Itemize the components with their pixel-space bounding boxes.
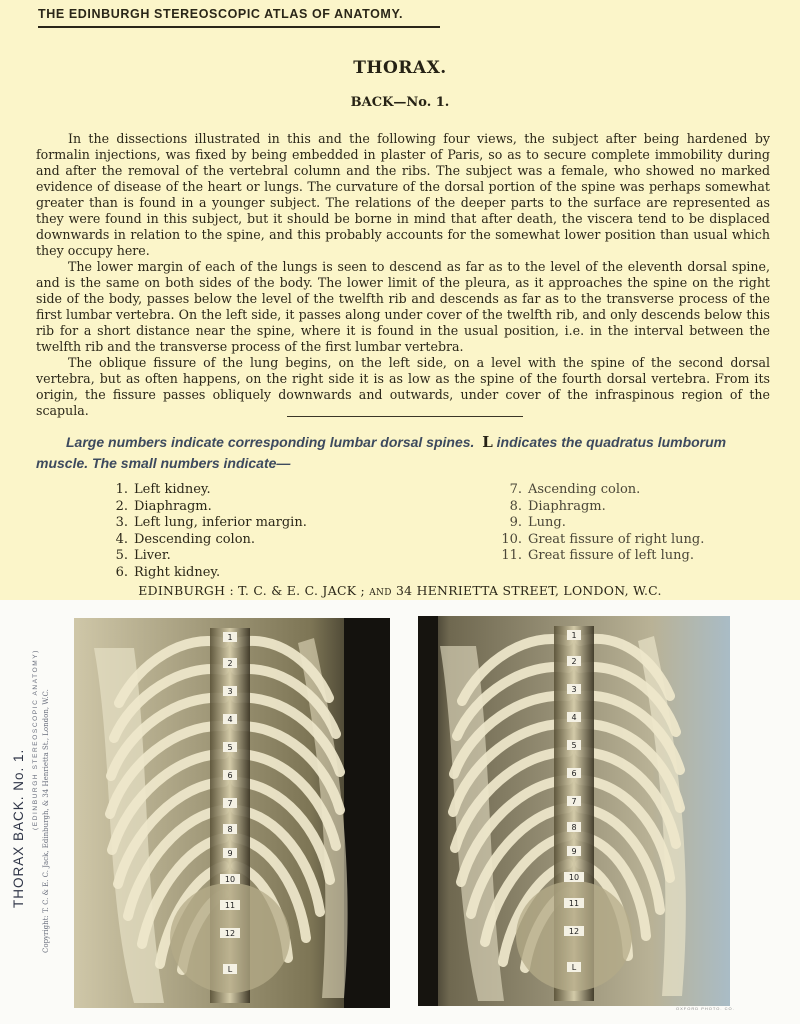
imprint-and: AND bbox=[369, 588, 392, 598]
publisher-imprint bbox=[0, 583, 800, 598]
vertebra-marker: 5 bbox=[571, 741, 577, 750]
list-item-text: Right kidney. bbox=[134, 564, 221, 580]
list-item-text: Diaphragm. bbox=[134, 498, 212, 514]
list-item-number: 6. bbox=[115, 564, 128, 580]
list-item-text: Ascending colon. bbox=[528, 482, 641, 497]
list-item bbox=[498, 532, 704, 549]
list-item-number: 10. bbox=[501, 531, 522, 547]
list-item-number: 2. bbox=[115, 498, 128, 514]
list-item-text: Liver. bbox=[134, 548, 171, 564]
list-item-text: Great fissure of right lung. bbox=[528, 531, 705, 547]
list-item-number: 9. bbox=[509, 515, 522, 531]
vertebra-marker: 7 bbox=[571, 797, 577, 806]
list-item bbox=[110, 548, 307, 565]
list-item-text: Left lung, inferior margin. bbox=[134, 515, 307, 531]
list-item bbox=[110, 482, 307, 499]
vertebra-marker: L bbox=[571, 963, 577, 972]
vertebra-marker: 9 bbox=[227, 849, 233, 858]
vertebra-marker: 12 bbox=[568, 927, 580, 936]
vertebra-marker: 6 bbox=[227, 771, 233, 780]
paragraph-3: The oblique fissure of the lung begins, on the left side, on a level with the spine of the second dorsal vertebra, but as often happens, on the right side it is as low as the spine of the fourth dorsal vertebra. From its origin, the fissure passes obliquely downwards and outwards, under cover of the infraspinous region of the scapula. bbox=[36, 355, 770, 418]
running-head: THE EDINBURGH STEREOSCOPIC ATLAS OF ANATOMY. bbox=[38, 7, 404, 21]
vertebra-marker: 3 bbox=[227, 687, 233, 696]
section-divider bbox=[287, 416, 523, 417]
vertebra-marker: L bbox=[227, 965, 233, 974]
list-item-number: 8. bbox=[509, 498, 522, 514]
vertebra-marker: 3 bbox=[571, 685, 577, 694]
list-item-number: 1. bbox=[115, 482, 128, 497]
list-item-number: 3. bbox=[115, 515, 128, 531]
label-list-right bbox=[498, 482, 704, 565]
list-item bbox=[110, 532, 307, 549]
vertebra-marker: 11 bbox=[568, 899, 580, 908]
photo-shadow bbox=[344, 618, 390, 1008]
list-item-text: Descending colon. bbox=[134, 531, 256, 547]
vertebra-marker: 2 bbox=[227, 659, 233, 668]
legend-intro-a: Large numbers indicate corresponding lumbar dorsal spines. bbox=[66, 434, 475, 450]
list-item bbox=[498, 482, 704, 499]
imprint-address: 34 HENRIETTA STREET, LONDON, W.C. bbox=[396, 583, 662, 598]
list-item-number: 11. bbox=[501, 548, 522, 564]
vertebra-marker: 11 bbox=[224, 901, 236, 910]
page-title: THORAX. bbox=[353, 58, 447, 78]
vertebra-marker: 5 bbox=[227, 743, 233, 752]
vertebra-marker: 10 bbox=[568, 873, 580, 882]
vertebra-marker: 8 bbox=[227, 825, 233, 834]
body-text bbox=[36, 131, 770, 419]
list-item-text: Diaphragm. bbox=[528, 498, 606, 514]
vertebra-marker: 2 bbox=[571, 657, 577, 666]
list-item bbox=[498, 515, 704, 532]
photo-credit: OXFORD PHOTO. CO. bbox=[676, 1006, 735, 1011]
list-item bbox=[110, 565, 307, 582]
card-side-subtitle: (EDINBURGH STEREOSCOPIC ANATOMY) bbox=[32, 649, 39, 830]
legend-intro bbox=[36, 432, 776, 474]
vertebra-marker: 10 bbox=[224, 875, 236, 884]
vertebra-marker: 12 bbox=[224, 929, 236, 938]
vertebra-marker: 4 bbox=[571, 713, 577, 722]
page-subtitle: BACK—No. 1. bbox=[350, 95, 450, 110]
vertebra-marker: 7 bbox=[227, 799, 233, 808]
list-item-text: Lung. bbox=[528, 515, 566, 531]
label-list-left bbox=[110, 482, 307, 582]
vertebra-marker: 4 bbox=[227, 715, 233, 724]
header-rule bbox=[38, 26, 440, 28]
photo-shadow bbox=[418, 616, 438, 1006]
legend-letter-l: L bbox=[482, 433, 493, 451]
paragraph-1: In the dissections illustrated in this and the following four views, the subject after being hardened by formalin injections, was fixed by being embedded in plaster of Paris, so as to secure complete immobility during and after the removal of the vertebral column and the ribs. The subject was a female, who showed no marked evidence of disease of the heart or lungs. The curvature of the dorsal portion of the spine was perhaps somewhat greater than is found in a younger subject. The relations of the deeper parts to the surface are represented as they were found in this subject, but it should be borne in mind that after death, the viscera tend to be displaced downwards in relation to the spine, and this probably accounts for the somewhat lower position than usual which they occupy here. bbox=[36, 131, 770, 258]
vertebra-marker: 6 bbox=[571, 769, 577, 778]
list-item-number: 4. bbox=[115, 531, 128, 547]
list-item-number: 5. bbox=[115, 548, 128, 564]
legend-intro-b: indicates the quadratus lumborum muscle. The small numbers indicate— bbox=[36, 434, 727, 471]
list-item-text: Great fissure of left lung. bbox=[528, 548, 694, 564]
vertebra-marker: 1 bbox=[571, 631, 577, 640]
paragraph-2: The lower margin of each of the lungs is seen to descend as far as to the level of the eleventh dorsal spine, and is the same on both sides of the body. The lower limit of the pleura, as it approaches the spine on the right side of the body, passes below the level of the twelfth rib and descends as far as to the transverse process of the first lumbar vertebra. On the left side, it passes along under cover of the twelfth rib, and only descends below this rib for a short distance near the spine, where it is found in the usual position, i.e. in the interval between the twelfth rib and the transverse process of the first lumbar vertebra. bbox=[36, 259, 770, 354]
vertebra-marker: 8 bbox=[571, 823, 577, 832]
vertebra-marker: 9 bbox=[571, 847, 577, 856]
stereo-photo-left bbox=[74, 618, 390, 1008]
list-item bbox=[498, 548, 704, 565]
list-item-text: Left kidney. bbox=[134, 482, 211, 497]
list-item bbox=[110, 499, 307, 516]
imprint-city: EDINBURGH : T. C. & E. C. JACK ; bbox=[138, 583, 365, 598]
list-item bbox=[110, 515, 307, 532]
card-copyright: Copyright: T. C. & E. C. Jack, Edinburgh, & 34 Henrietta St., London, W.C. bbox=[42, 689, 50, 953]
list-item-number: 7. bbox=[509, 482, 522, 497]
vertebra-marker: 1 bbox=[227, 633, 233, 642]
list-item bbox=[498, 499, 704, 516]
card-side-title: THORAX BACK. No. 1. bbox=[11, 748, 26, 908]
stereo-photo-right bbox=[418, 616, 730, 1006]
